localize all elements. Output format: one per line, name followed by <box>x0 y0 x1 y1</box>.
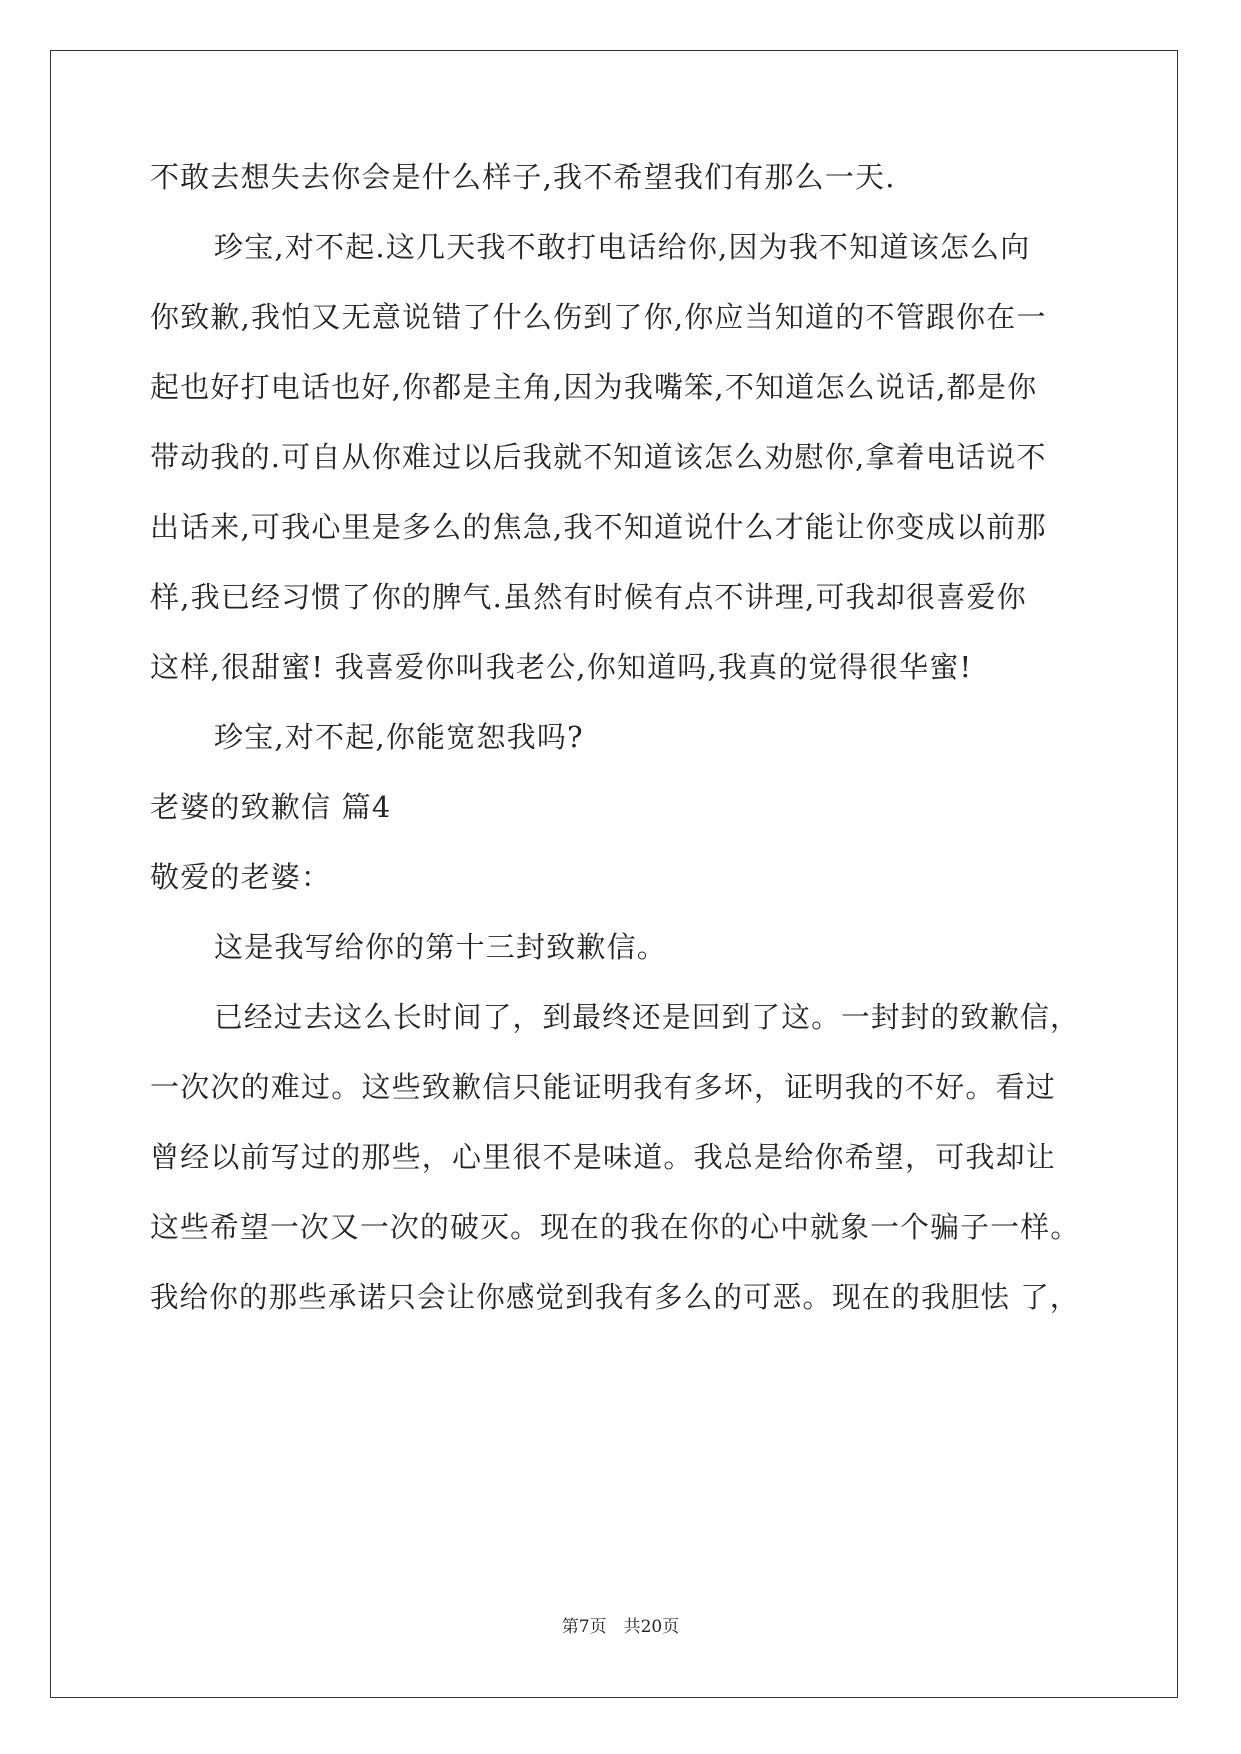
text-line: 出话来,可我心里是多么的焦急,我不知道说什么才能让你变成以前那 <box>150 510 1047 544</box>
section-heading: 老婆的致歉信 篇4 <box>150 790 392 824</box>
text-line: 不敢去想失去你会是什么样子,我不希望我们有那么一天. <box>150 160 896 194</box>
text-line: 带动我的.可自从你难过以后我就不知道该怎么劝慰你,拿着电话说不 <box>150 440 1047 474</box>
text-line: 珍宝,对不起,你能宽恕我吗? <box>214 720 584 754</box>
text-line: 珍宝,对不起.这几天我不敢打电话给你,因为我不知道该怎么向 <box>214 230 1031 264</box>
text-line: 我给你的那些承诺只会让你感觉到我有多么的可恶。现在的我胆怯 了， <box>150 1280 1080 1314</box>
text-line: 一次次的难过。这些致歉信只能证明我有多坏，证明我的不好。看过 <box>150 1070 1057 1104</box>
text-line: 这样,很甜蜜! 我喜爱你叫我老公,你知道吗,我真的觉得很华蜜! <box>150 650 973 684</box>
text-line: 样,我已经习惯了你的脾气.虽然有时候有点不讲理,可我却很喜爱你 <box>150 580 1027 614</box>
page-footer: 第7页 共20页 <box>561 1617 680 1637</box>
text-line: 你致歉,我怕又无意说错了什么伤到了你,你应当知道的不管跟你在一 <box>150 300 1047 334</box>
text-line: 曾经以前写过的那些，心里很不是味道。我总是给你希望，可我却让 <box>150 1140 1057 1174</box>
text-line: 起也好打电话也好,你都是主角,因为我嘴笨,不知道怎么说话,都是你 <box>150 370 1038 404</box>
text-line: 这些希望一次又一次的破灭。现在的我在你的心中就象一个骗子一样。 <box>150 1210 1081 1244</box>
text-line: 这是我写给你的第十三封致歉信。 <box>214 930 668 964</box>
text-line: 已经过去这么长时间了，到最终还是回到了这。一封封的致歉信， <box>214 1000 1080 1034</box>
salutation: 敬爱的老婆： <box>150 860 332 894</box>
